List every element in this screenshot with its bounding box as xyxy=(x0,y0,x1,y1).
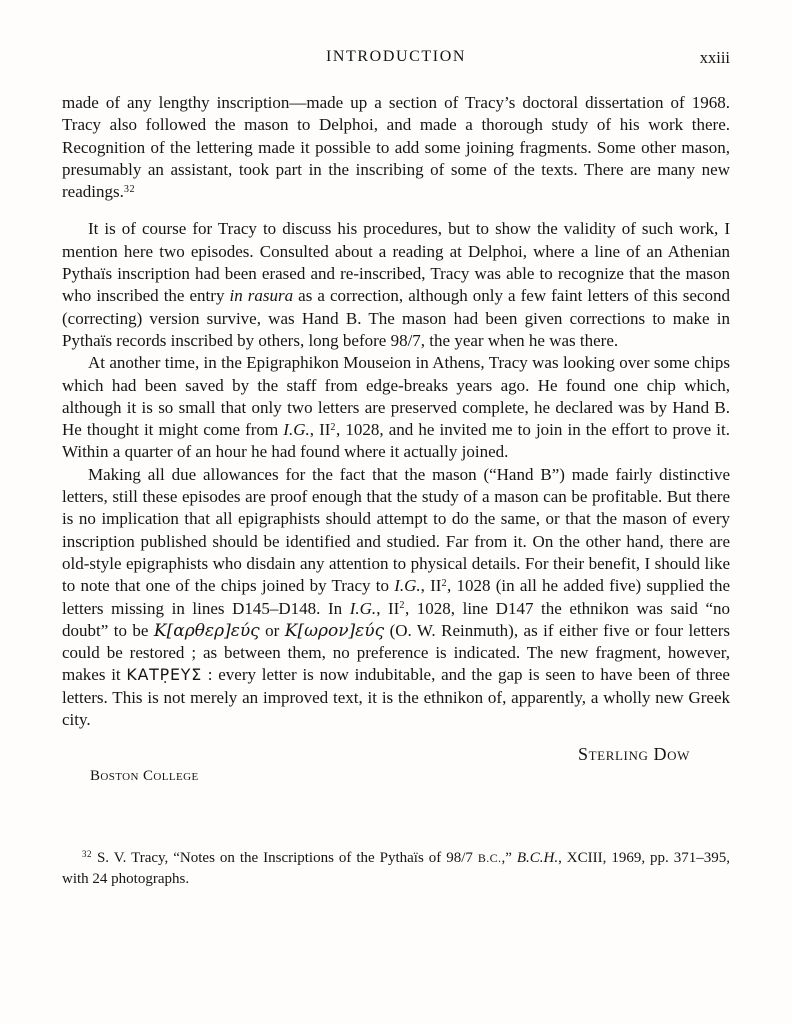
text-run: , 1028, and he invited me to join in the effort to prove it. Within a quarter of an hour he had found where it actually joined. xyxy=(62,420,730,462)
paragraph-mouseion xyxy=(62,352,730,463)
text-run: , II xyxy=(420,576,442,596)
text-run: Making all due allowances for the fact that the mason (“Hand B”) made fairly distinctive letters, still these episodes are proof enough that the study of a mason can be profitable. But there is no implication that all epigraphists should attempt to do the same, or that the mason of every inscription published should be identified and studied. Far from it. On the other hand, there are old-style epigraphists who disdain any attention to physical details. For their benefit, I should like to note that one of the chips joined by Tracy to xyxy=(62,464,730,596)
text-run: in rasura xyxy=(229,286,294,306)
text-run: I.G. xyxy=(283,420,310,440)
text-run: or xyxy=(259,620,285,640)
text-run: I.G. xyxy=(349,598,377,618)
text-run: , 1028 (in all he added five) supplied the letters missing in lines D145–D148. In xyxy=(62,576,730,618)
page-title: INTRODUCTION xyxy=(325,48,467,65)
text-run: made of any lengthy inscription—made up a section of Tracy’s doctoral dissertation of 1968. Tracy also followed the mason to Delphoi, and made a thorough study of his work there. Recognition of the lettering made it possible to add some joining fragments. Some other mason, presumably an assistant, took part in the inscribing of some of the texts. There are many new readings. xyxy=(62,93,730,202)
text-run: , 1028, line D147 the ethnikon was said “no doubt” to be xyxy=(62,598,730,640)
epigraphic-letters-katreus: ΚΑΤΡ̣ΕΥΣ xyxy=(126,665,202,685)
text-run: 2 xyxy=(399,599,405,611)
text-run: It is of course for Tracy to discuss his procedures, but to show the validity of such work, I mention here two episodes. Consulted about a reading at Delphoi, where a line of an Athenian Pythaïs inscription had been erased and re-inscribed, Tracy was able to recognize that the mason who inscribed the entry xyxy=(62,219,730,306)
text-run: B.C. xyxy=(477,851,502,866)
text-run: : every letter is now indubitable, and the gap is seen to have been of three letters. This is not merely an improved text, it is the ethnikon of, apparently, a wholly new Greek city. xyxy=(62,665,730,730)
text-run: I.G. xyxy=(394,576,421,596)
signature-block xyxy=(62,744,730,785)
body-text xyxy=(62,92,730,731)
greek-reading-kartherreus: K[αρθερ]εύς xyxy=(153,620,260,641)
text-run: , II xyxy=(376,598,400,618)
running-head xyxy=(62,48,730,70)
text-run: , II xyxy=(309,420,331,440)
paragraph-continuation xyxy=(62,92,730,203)
signature-affiliation: Boston College xyxy=(90,768,199,785)
paragraph-conclusion xyxy=(62,464,730,732)
signature-author: Sterling Dow xyxy=(578,744,690,765)
text-run: 2 xyxy=(441,577,448,589)
text-run: as a correction, although only a few faint letters of this second (correcting) version survive, was Hand B. The mason had been given corrections to make in Pythaïs records inscribed by others, long before 98/7, the year when he was there. xyxy=(62,286,730,350)
text-run: B.C.H. xyxy=(516,850,559,867)
text-run: 2 xyxy=(330,421,337,433)
text-run: At another time, in the Epigraphikon Mouseion in Athens, Tracy was looking over some chips which had been saved by the staff from edge-breaks years ago. He found one chip which, although it is so small that only two letters are preserved complete, he declared was by Hand B. He thought it might come from xyxy=(62,353,730,440)
footnote-32 xyxy=(62,848,730,890)
paragraph-two-episodes xyxy=(62,218,730,352)
greek-reading-koroneus: K[ωρον]εύς xyxy=(284,620,385,641)
text-run: S. V. Tracy, “Notes on the Inscriptions of the Pythaïs of 98/7 xyxy=(92,850,478,867)
text-run: (O. W. Reinmuth), as if either five or four letters could be restored ; as between them, no preference is indicated. The new fragment, however, makes it xyxy=(62,620,730,685)
text-run: , XCIII, 1969, pp. 371–395, with 24 photographs. xyxy=(62,850,730,888)
text-run: ,” xyxy=(501,850,517,867)
page-number: xxiii xyxy=(699,48,730,67)
footnote-marker-32: 32 xyxy=(82,849,92,860)
footnote-reference-32: 32 xyxy=(123,183,136,195)
